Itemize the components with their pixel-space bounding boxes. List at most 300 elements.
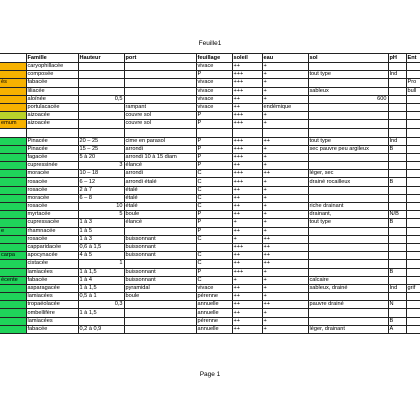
famille-cell[interactable]: rosacée: [26, 235, 78, 243]
port-cell[interactable]: étalé: [124, 186, 196, 194]
plant-name-cell[interactable]: écente: [0, 276, 26, 284]
port-cell[interactable]: arrondi étalé: [124, 178, 196, 186]
famille-cell[interactable]: cistacée: [26, 260, 78, 268]
entretien-cell[interactable]: [406, 112, 420, 120]
plant-name-cell[interactable]: ès: [0, 79, 26, 87]
feuillage-cell[interactable]: C: [196, 186, 232, 194]
plant-name-cell[interactable]: emum: [0, 120, 26, 128]
port-cell[interactable]: buissonnant: [124, 235, 196, 243]
eau-cell[interactable]: +: [262, 219, 308, 227]
hauteur-cell[interactable]: 10: [78, 203, 124, 211]
ph-cell[interactable]: [388, 87, 406, 95]
ph-cell[interactable]: [388, 235, 406, 243]
feuillage-cell[interactable]: vivace: [196, 87, 232, 95]
ph-cell[interactable]: [388, 170, 406, 178]
soleil-cell[interactable]: ++: [232, 95, 262, 103]
sol-cell[interactable]: [308, 194, 388, 202]
entretien-cell[interactable]: [406, 243, 420, 251]
sol-cell[interactable]: sableux, drainé: [308, 284, 388, 292]
soleil-cell[interactable]: ++: [232, 325, 262, 333]
sol-cell[interactable]: [308, 243, 388, 251]
sol-cell[interactable]: [308, 153, 388, 161]
plant-name-cell[interactable]: [0, 268, 26, 276]
feuillage-cell[interactable]: P: [196, 211, 232, 219]
plant-name-cell[interactable]: [0, 235, 26, 243]
entretien-cell[interactable]: [406, 120, 420, 128]
eau-cell[interactable]: ++: [262, 252, 308, 260]
hauteur-cell[interactable]: 20 – 25: [78, 137, 124, 145]
ph-cell[interactable]: B: [388, 317, 406, 325]
feuillage-cell[interactable]: vivace: [196, 284, 232, 292]
sol-cell[interactable]: [308, 252, 388, 260]
plant-name-cell[interactable]: [0, 128, 26, 137]
feuillage-cell[interactable]: P: [196, 153, 232, 161]
eau-cell[interactable]: +: [262, 95, 308, 103]
port-cell[interactable]: couvre sol: [124, 120, 196, 128]
feuillage-cell[interactable]: vivace: [196, 79, 232, 87]
famille-cell[interactable]: fabacée: [26, 79, 78, 87]
eau-cell[interactable]: +: [262, 194, 308, 202]
sol-cell[interactable]: [308, 260, 388, 268]
soleil-cell[interactable]: ++: [232, 162, 262, 170]
soleil-cell[interactable]: +: [232, 276, 262, 284]
famille-cell[interactable]: caryophillacée: [26, 63, 78, 71]
feuillage-cell[interactable]: P: [196, 268, 232, 276]
feuillage-cell[interactable]: pérenne: [196, 317, 232, 325]
famille-cell[interactable]: moracée: [26, 170, 78, 178]
port-cell[interactable]: élancé: [124, 219, 196, 227]
entretien-cell[interactable]: [406, 186, 420, 194]
sol-cell[interactable]: tout type: [308, 71, 388, 79]
entretien-cell[interactable]: [406, 145, 420, 153]
sol-cell[interactable]: sec pauvre peu argileux: [308, 145, 388, 153]
ph-cell[interactable]: [388, 227, 406, 235]
ph-cell[interactable]: N: [388, 301, 406, 309]
soleil-cell[interactable]: +: [232, 235, 262, 243]
hauteur-cell[interactable]: 4 à 5: [78, 252, 124, 260]
famille-cell[interactable]: fabacée: [26, 276, 78, 284]
feuillage-cell[interactable]: P: [196, 71, 232, 79]
ph-cell[interactable]: N/B: [388, 211, 406, 219]
plant-name-cell[interactable]: [0, 112, 26, 120]
entretien-cell[interactable]: [406, 219, 420, 227]
ph-cell[interactable]: [388, 103, 406, 111]
eau-cell[interactable]: +: [262, 203, 308, 211]
famille-cell[interactable]: cupressacée: [26, 219, 78, 227]
port-cell[interactable]: [124, 87, 196, 95]
port-cell[interactable]: couvre sol: [124, 112, 196, 120]
port-cell[interactable]: pyramidal: [124, 284, 196, 292]
ph-cell[interactable]: [388, 128, 406, 137]
sol-cell[interactable]: [308, 317, 388, 325]
entretien-cell[interactable]: Pro: [406, 79, 420, 87]
famille-cell[interactable]: fabacée: [26, 325, 78, 333]
eau-cell[interactable]: +: [262, 309, 308, 317]
famille-cell[interactable]: rosacée: [26, 178, 78, 186]
eau-cell[interactable]: +: [262, 178, 308, 186]
plant-name-cell[interactable]: [0, 301, 26, 309]
feuillage-cell[interactable]: C: [196, 178, 232, 186]
feuillage-cell[interactable]: vivace: [196, 103, 232, 111]
sol-cell[interactable]: tout type: [308, 219, 388, 227]
hauteur-cell[interactable]: 0,3: [78, 301, 124, 309]
feuillage-cell[interactable]: vivace: [196, 63, 232, 71]
port-cell[interactable]: [124, 79, 196, 87]
famille-cell[interactable]: tropaéolacée: [26, 301, 78, 309]
famille-cell[interactable]: lamiacées: [26, 317, 78, 325]
sol-cell[interactable]: [308, 235, 388, 243]
soleil-cell[interactable]: +++: [232, 145, 262, 153]
feuillage-cell[interactable]: vivace: [196, 95, 232, 103]
sol-cell[interactable]: [308, 63, 388, 71]
plant-name-cell[interactable]: [0, 284, 26, 292]
hauteur-cell[interactable]: [78, 120, 124, 128]
entretien-cell[interactable]: [406, 252, 420, 260]
famille-cell[interactable]: [26, 128, 78, 137]
feuillage-cell[interactable]: P: [196, 120, 232, 128]
plant-name-cell[interactable]: [0, 178, 26, 186]
feuillage-cell[interactable]: P: [196, 112, 232, 120]
entretien-cell[interactable]: [406, 153, 420, 161]
sol-cell[interactable]: léger, drainant: [308, 325, 388, 333]
hauteur-cell[interactable]: [78, 87, 124, 95]
entretien-cell[interactable]: [406, 235, 420, 243]
soleil-cell[interactable]: +++: [232, 79, 262, 87]
feuillage-cell[interactable]: P: [196, 137, 232, 145]
plant-name-cell[interactable]: carpa: [0, 252, 26, 260]
eau-cell[interactable]: +: [262, 145, 308, 153]
soleil-cell[interactable]: ++: [232, 252, 262, 260]
plant-name-cell[interactable]: [0, 260, 26, 268]
feuillage-cell[interactable]: C: [196, 194, 232, 202]
sol-cell[interactable]: [308, 293, 388, 301]
plant-name-cell[interactable]: [0, 194, 26, 202]
hauteur-cell[interactable]: 1 à 3: [78, 219, 124, 227]
ph-cell[interactable]: [388, 276, 406, 284]
entretien-cell[interactable]: [406, 268, 420, 276]
feuillage-cell[interactable]: annuelle: [196, 325, 232, 333]
soleil-cell[interactable]: ++: [232, 260, 262, 268]
hauteur-cell[interactable]: 1 à 1,5: [78, 309, 124, 317]
sol-cell[interactable]: drainé rocailleux: [308, 178, 388, 186]
plant-name-cell[interactable]: [0, 153, 26, 161]
port-cell[interactable]: [124, 317, 196, 325]
plant-name-cell[interactable]: [0, 137, 26, 145]
eau-cell[interactable]: +: [262, 276, 308, 284]
soleil-cell[interactable]: +++: [232, 120, 262, 128]
soleil-cell[interactable]: +++: [232, 268, 262, 276]
entretien-cell[interactable]: [406, 71, 420, 79]
soleil-cell[interactable]: [232, 128, 262, 137]
ph-cell[interactable]: [388, 79, 406, 87]
sol-cell[interactable]: [308, 112, 388, 120]
eau-cell[interactable]: ++: [262, 170, 308, 178]
feuillage-cell[interactable]: P: [196, 227, 232, 235]
port-cell[interactable]: cime en parasol: [124, 137, 196, 145]
famille-cell[interactable]: portulacacée: [26, 103, 78, 111]
feuillage-cell[interactable]: P: [196, 162, 232, 170]
soleil-cell[interactable]: ++: [232, 284, 262, 292]
ph-cell[interactable]: [388, 186, 406, 194]
eau-cell[interactable]: +: [262, 325, 308, 333]
soleil-cell[interactable]: ++: [232, 103, 262, 111]
eau-cell[interactable]: endémique: [262, 103, 308, 111]
famille-cell[interactable]: ombellifère: [26, 309, 78, 317]
port-cell[interactable]: [124, 227, 196, 235]
hauteur-cell[interactable]: 1 à 1,5: [78, 284, 124, 292]
hauteur-cell[interactable]: 3: [78, 162, 124, 170]
soleil-cell[interactable]: ++: [232, 186, 262, 194]
feuillage-cell[interactable]: C: [196, 252, 232, 260]
ph-cell[interactable]: Ind: [388, 284, 406, 292]
plant-name-cell[interactable]: e: [0, 227, 26, 235]
entretien-cell[interactable]: [406, 194, 420, 202]
ph-cell[interactable]: [388, 252, 406, 260]
plant-name-cell[interactable]: [0, 243, 26, 251]
sol-cell[interactable]: [308, 79, 388, 87]
plant-name-cell[interactable]: [0, 170, 26, 178]
port-cell[interactable]: [124, 301, 196, 309]
sol-cell[interactable]: calcaire: [308, 276, 388, 284]
famille-cell[interactable]: moracée: [26, 194, 78, 202]
port-cell[interactable]: arrondi: [124, 170, 196, 178]
hauteur-cell[interactable]: [78, 79, 124, 87]
plant-name-cell[interactable]: [0, 63, 26, 71]
port-cell[interactable]: buissonnant: [124, 276, 196, 284]
port-cell[interactable]: rampant: [124, 103, 196, 111]
feuillage-cell[interactable]: C: [196, 260, 232, 268]
port-cell[interactable]: [124, 128, 196, 137]
sol-cell[interactable]: [308, 128, 388, 137]
eau-cell[interactable]: +: [262, 112, 308, 120]
famille-cell[interactable]: aizoacée: [26, 120, 78, 128]
famille-cell[interactable]: composée: [26, 71, 78, 79]
hauteur-cell[interactable]: 5 à 20: [78, 153, 124, 161]
soleil-cell[interactable]: +: [232, 219, 262, 227]
entretien-cell[interactable]: [406, 63, 420, 71]
sol-cell[interactable]: [308, 227, 388, 235]
hauteur-cell[interactable]: [78, 63, 124, 71]
eau-cell[interactable]: +: [262, 71, 308, 79]
famille-cell[interactable]: apocynacée: [26, 252, 78, 260]
plant-name-cell[interactable]: [0, 309, 26, 317]
eau-cell[interactable]: +: [262, 162, 308, 170]
soleil-cell[interactable]: +++: [232, 71, 262, 79]
soleil-cell[interactable]: ++: [232, 293, 262, 301]
sol-cell[interactable]: riche drainant: [308, 203, 388, 211]
famille-cell[interactable]: lamiacées: [26, 268, 78, 276]
ph-cell[interactable]: [388, 153, 406, 161]
entretien-cell[interactable]: grif: [406, 284, 420, 292]
entretien-cell[interactable]: [406, 293, 420, 301]
plant-name-cell[interactable]: [0, 145, 26, 153]
eau-cell[interactable]: +: [262, 268, 308, 276]
hauteur-cell[interactable]: 6 – 8: [78, 194, 124, 202]
eau-cell[interactable]: +: [262, 153, 308, 161]
port-cell[interactable]: [124, 71, 196, 79]
famille-cell[interactable]: myrtacée: [26, 211, 78, 219]
soleil-cell[interactable]: +++: [232, 178, 262, 186]
entretien-cell[interactable]: bull: [406, 87, 420, 95]
eau-cell[interactable]: +: [262, 284, 308, 292]
plant-name-cell[interactable]: [0, 95, 26, 103]
port-cell[interactable]: [124, 325, 196, 333]
feuillage-cell[interactable]: annuelle: [196, 301, 232, 309]
hauteur-cell[interactable]: 1 à 4: [78, 276, 124, 284]
eau-cell[interactable]: +: [262, 120, 308, 128]
port-cell[interactable]: [124, 309, 196, 317]
feuillage-cell[interactable]: [196, 128, 232, 137]
eau-cell[interactable]: +: [262, 186, 308, 194]
entretien-cell[interactable]: [406, 325, 420, 333]
port-cell[interactable]: buissonnant: [124, 243, 196, 251]
famille-cell[interactable]: capparidacée: [26, 243, 78, 251]
port-cell[interactable]: étalé: [124, 203, 196, 211]
soleil-cell[interactable]: ++: [232, 227, 262, 235]
feuillage-cell[interactable]: P: [196, 145, 232, 153]
ph-cell[interactable]: [388, 63, 406, 71]
famille-cell[interactable]: asparagacée: [26, 284, 78, 292]
entretien-cell[interactable]: [406, 178, 420, 186]
hauteur-cell[interactable]: [78, 103, 124, 111]
plant-name-cell[interactable]: [0, 103, 26, 111]
ph-cell[interactable]: [388, 194, 406, 202]
soleil-cell[interactable]: ++: [232, 203, 262, 211]
sol-cell[interactable]: [308, 120, 388, 128]
port-cell[interactable]: boule: [124, 293, 196, 301]
feuillage-cell[interactable]: C: [196, 170, 232, 178]
famille-cell[interactable]: cupressinée: [26, 162, 78, 170]
port-cell[interactable]: arrondi: [124, 145, 196, 153]
feuillage-cell[interactable]: C: [196, 235, 232, 243]
hauteur-cell[interactable]: [78, 112, 124, 120]
soleil-cell[interactable]: ++: [232, 309, 262, 317]
hauteur-cell[interactable]: 0,2 à 0,9: [78, 325, 124, 333]
famille-cell[interactable]: Pinacée: [26, 137, 78, 145]
famille-cell[interactable]: rhamnacée: [26, 227, 78, 235]
hauteur-cell[interactable]: 0,5: [78, 95, 124, 103]
hauteur-cell[interactable]: 1 à 1,5: [78, 268, 124, 276]
eau-cell[interactable]: ++: [262, 301, 308, 309]
port-cell[interactable]: étalé: [124, 194, 196, 202]
plant-name-cell[interactable]: [0, 211, 26, 219]
famille-cell[interactable]: fagacée: [26, 153, 78, 161]
entretien-cell[interactable]: [406, 309, 420, 317]
eau-cell[interactable]: ++: [262, 137, 308, 145]
soleil-cell[interactable]: +++: [232, 243, 262, 251]
soleil-cell[interactable]: +++: [232, 153, 262, 161]
ph-cell[interactable]: A: [388, 325, 406, 333]
sol-cell[interactable]: [308, 309, 388, 317]
entretien-cell[interactable]: [406, 170, 420, 178]
port-cell[interactable]: élancé: [124, 162, 196, 170]
sol-cell[interactable]: [308, 162, 388, 170]
port-cell[interactable]: [124, 63, 196, 71]
hauteur-cell[interactable]: [78, 71, 124, 79]
hauteur-cell[interactable]: 2 à 7: [78, 186, 124, 194]
plant-name-cell[interactable]: [0, 219, 26, 227]
feuillage-cell[interactable]: annuelle: [196, 309, 232, 317]
soleil-cell[interactable]: +++: [232, 87, 262, 95]
port-cell[interactable]: boule: [124, 211, 196, 219]
hauteur-cell[interactable]: 1: [78, 260, 124, 268]
sol-cell[interactable]: tout type: [308, 137, 388, 145]
eau-cell[interactable]: +: [262, 79, 308, 87]
port-cell[interactable]: buissonnant: [124, 252, 196, 260]
entretien-cell[interactable]: [406, 95, 420, 103]
ph-cell[interactable]: B: [388, 178, 406, 186]
sol-cell[interactable]: [308, 103, 388, 111]
eau-cell[interactable]: [262, 128, 308, 137]
ph-cell[interactable]: [388, 309, 406, 317]
hauteur-cell[interactable]: 5: [78, 211, 124, 219]
ph-cell[interactable]: Ind: [388, 137, 406, 145]
hauteur-cell[interactable]: 1 à 3: [78, 235, 124, 243]
entretien-cell[interactable]: [406, 227, 420, 235]
hauteur-cell[interactable]: 1 à 5: [78, 227, 124, 235]
famille-cell[interactable]: aloïnée: [26, 95, 78, 103]
entretien-cell[interactable]: [406, 162, 420, 170]
famille-cell[interactable]: liliacée: [26, 87, 78, 95]
soleil-cell[interactable]: ++: [232, 194, 262, 202]
eau-cell[interactable]: ++: [262, 235, 308, 243]
entretien-cell[interactable]: [406, 128, 420, 137]
hauteur-cell[interactable]: [78, 317, 124, 325]
hauteur-cell[interactable]: 10 – 18: [78, 170, 124, 178]
ph-cell[interactable]: [388, 162, 406, 170]
soleil-cell[interactable]: ++: [232, 301, 262, 309]
port-cell[interactable]: [124, 95, 196, 103]
port-cell[interactable]: [124, 260, 196, 268]
entretien-cell[interactable]: [406, 301, 420, 309]
entretien-cell[interactable]: [406, 260, 420, 268]
sol-cell[interactable]: drainant,: [308, 211, 388, 219]
eau-cell[interactable]: +: [262, 227, 308, 235]
sol-cell[interactable]: 600: [308, 95, 388, 103]
entretien-cell[interactable]: [406, 276, 420, 284]
plant-name-cell[interactable]: [0, 87, 26, 95]
plant-name-cell[interactable]: [0, 293, 26, 301]
sol-cell[interactable]: [308, 186, 388, 194]
entretien-cell[interactable]: [406, 137, 420, 145]
soleil-cell[interactable]: +++: [232, 137, 262, 145]
eau-cell[interactable]: ++: [262, 260, 308, 268]
entretien-cell[interactable]: [406, 203, 420, 211]
entretien-cell[interactable]: [406, 103, 420, 111]
famille-cell[interactable]: rosacée: [26, 203, 78, 211]
ph-cell[interactable]: Ind: [388, 71, 406, 79]
entretien-cell[interactable]: [406, 317, 420, 325]
eau-cell[interactable]: +: [262, 211, 308, 219]
ph-cell[interactable]: B: [388, 268, 406, 276]
ph-cell[interactable]: [388, 243, 406, 251]
feuillage-cell[interactable]: [196, 243, 232, 251]
sol-cell[interactable]: [308, 268, 388, 276]
hauteur-cell[interactable]: 0,6 à 1,5: [78, 243, 124, 251]
soleil-cell[interactable]: +++: [232, 112, 262, 120]
hauteur-cell[interactable]: 6 – 12: [78, 178, 124, 186]
plant-name-cell[interactable]: [0, 186, 26, 194]
ph-cell[interactable]: [388, 260, 406, 268]
feuillage-cell[interactable]: P: [196, 219, 232, 227]
soleil-cell[interactable]: +++: [232, 170, 262, 178]
famille-cell[interactable]: Pinacée: [26, 145, 78, 153]
soleil-cell[interactable]: ++: [232, 317, 262, 325]
sol-cell[interactable]: léger, sec: [308, 170, 388, 178]
port-cell[interactable]: arrondi 10 à 15 diam: [124, 153, 196, 161]
soleil-cell[interactable]: ++: [232, 63, 262, 71]
entretien-cell[interactable]: [406, 211, 420, 219]
